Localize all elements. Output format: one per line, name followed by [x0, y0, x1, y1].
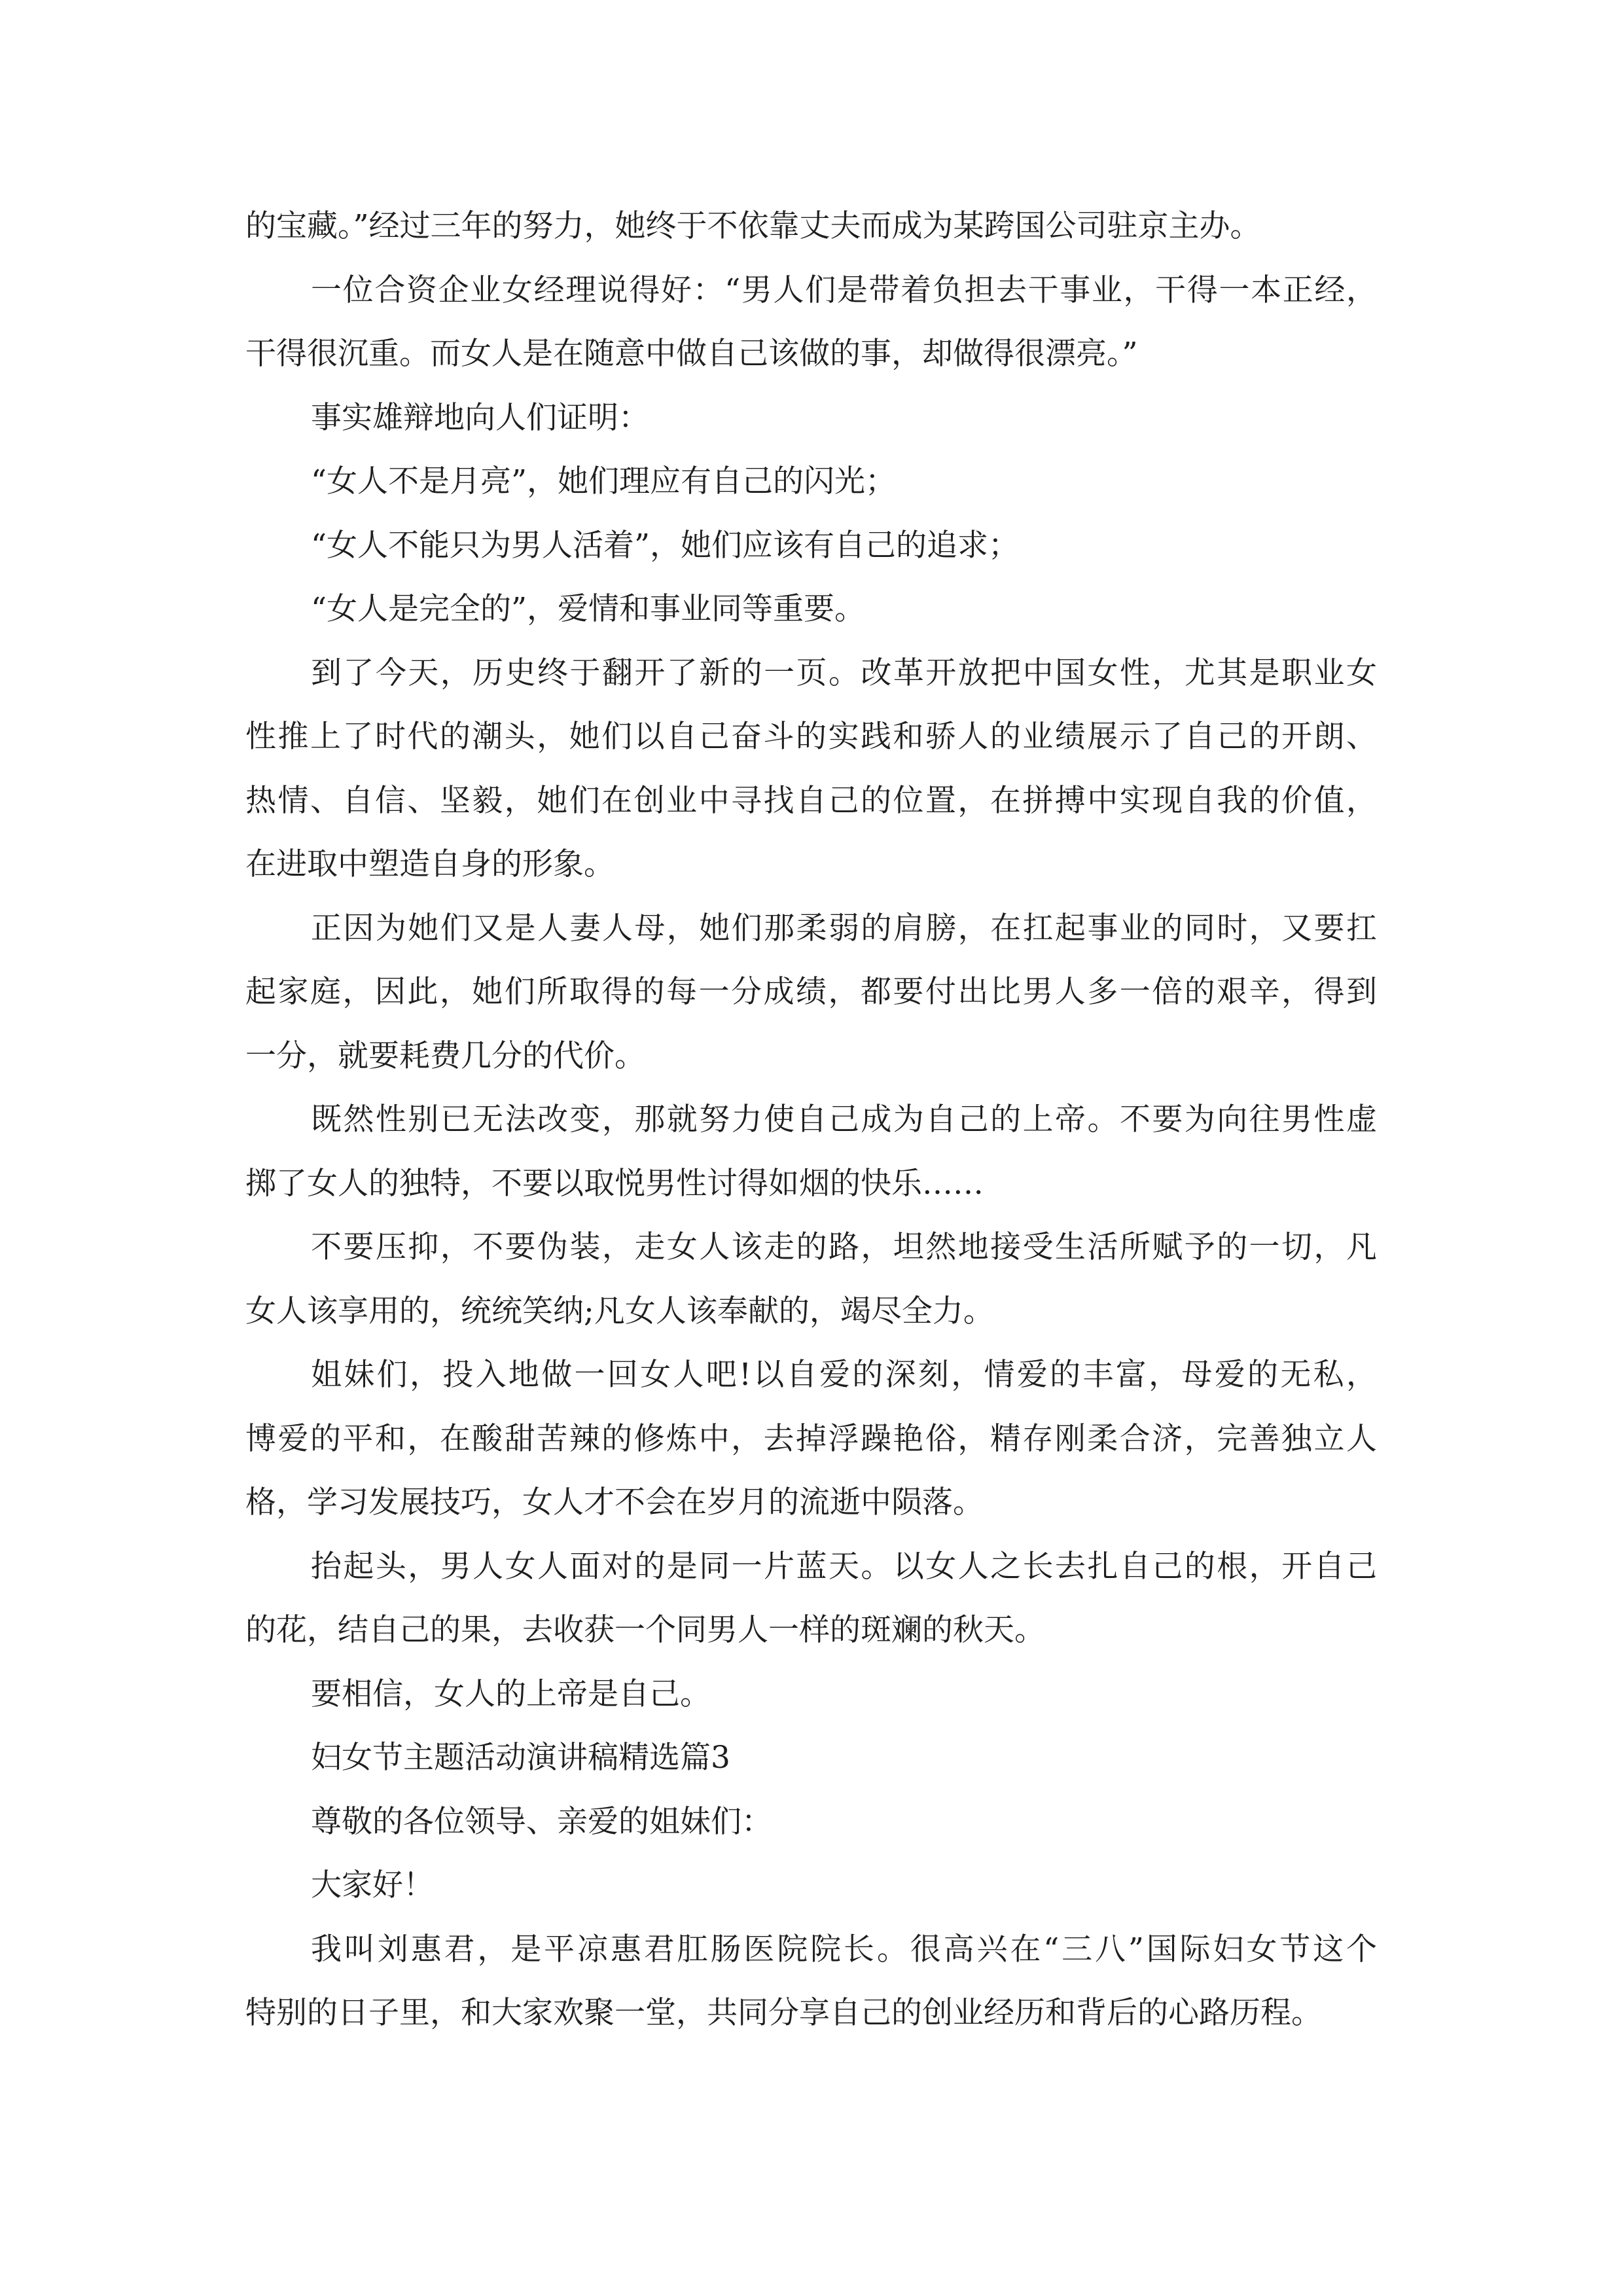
document-body: [245, 194, 1377, 2045]
text-line: “女人不是月亮”，她们理应有自己的闪光；: [311, 463, 897, 499]
text-line: 起家庭，因此，她们所取得的每一分成绩，都要付出比男人多一倍的艰辛，得到: [245, 974, 1377, 1010]
text-line: 事实雄辩地向人们证明：: [311, 399, 649, 436]
text-line: “女人不能只为男人活着”，她们应该有自己的追求；: [311, 527, 1020, 564]
text-line: 一位合资企业女经理说得好：“男人们是带着负担去干事业，干得一本正经，: [311, 272, 1377, 308]
text-line: 性推上了时代的潮头，她们以自己奋斗的实践和骄人的业绩展示了自己的开朗、: [245, 719, 1377, 755]
text-line: 抬起头，男人女人面对的是同一片蓝天。以女人之长去扎自己的根，开自己: [311, 1548, 1377, 1585]
paragraph: [245, 641, 1377, 897]
text-line: 热情、自信、坚毅，她们在创业中寻找自己的位置，在拼搏中实现自我的价值，: [245, 782, 1377, 819]
paragraph: [245, 1662, 1377, 1727]
text-line: 一分，就要耗费几分的代价。: [245, 1037, 645, 1074]
text-line: 正因为她们又是人妻人母，她们那柔弱的肩膀，在扛起事业的同时，又要扛: [311, 910, 1377, 946]
text-line: 我叫刘惠君，是平凉惠君肛肠医院院长。很高兴在“三八”国际妇女节这个: [311, 1931, 1377, 1967]
text-line: 要相信，女人的上帝是自己。: [311, 1676, 711, 1712]
text-line: 大家好！: [311, 1867, 434, 1903]
paragraph: [245, 577, 1377, 641]
text-line: 干得很沉重。而女人是在随意中做自己该做的事，却做得很漂亮。”: [245, 336, 1138, 372]
text-line: 不要压抑，不要伪装，走女人该走的路，坦然地接受生活所赋予的一切，凡: [311, 1229, 1377, 1265]
text-line: 妇女节主题活动演讲稿精选篇3: [311, 1740, 730, 1776]
paragraph: [245, 259, 1377, 386]
text-line: 到了今天，历史终于翻开了新的一页。改革开放把中国女性，尤其是职业女: [311, 655, 1377, 691]
text-line: 在进取中塑造自身的形象。: [245, 846, 615, 882]
text-line: 既然性别已无法改变，那就努力使自己成为自己的上帝。不要为向往男性虚: [311, 1102, 1377, 1138]
paragraph: [245, 514, 1377, 578]
paragraph: [245, 1790, 1377, 1854]
paragraph: [245, 450, 1377, 514]
paragraph: [245, 1535, 1377, 1662]
paragraph: [245, 1343, 1377, 1535]
paragraph: [245, 1918, 1377, 2045]
text-line: 掷了女人的独特，不要以取悦男性讨得如烟的快乐……: [245, 1165, 984, 1202]
text-line: 尊敬的各位领导、亲爱的姐妹们：: [311, 1803, 772, 1840]
paragraph: [245, 1854, 1377, 1918]
text-line: 姐妹们，投入地做一回女人吧!以自爱的深刻，情爱的丰富，母爱的无私，: [311, 1357, 1377, 1393]
paragraph: [245, 1088, 1377, 1215]
text-line: 格，学习发展技巧，女人才不会在岁月的流逝中陨落。: [245, 1484, 984, 1520]
paragraph: [245, 1215, 1377, 1343]
text-line: 的宝藏。”经过三年的努力，她终于不依靠丈夫而成为某跨国公司驻京主办。: [245, 208, 1261, 244]
text-line: “女人是完全的”，爱情和事业同等重要。: [311, 591, 866, 627]
text-line: 特别的日子里，和大家欢聚一堂，共同分享自己的创业经历和背后的心路历程。: [245, 1995, 1322, 2031]
paragraph: [245, 386, 1377, 450]
paragraph: [245, 897, 1377, 1088]
text-line: 的花，结自己的果，去收获一个同男人一样的斑斓的秋天。: [245, 1612, 1045, 1648]
section-heading: [245, 1726, 1377, 1790]
text-line: 博爱的平和，在酸甜苦辣的修炼中，去掉浮躁艳俗，精存刚柔合济，完善独立人: [245, 1420, 1377, 1457]
text-line: 女人该享用的，统统笑纳;凡女人该奉献的，竭尽全力。: [245, 1293, 994, 1329]
paragraph: [245, 194, 1377, 259]
